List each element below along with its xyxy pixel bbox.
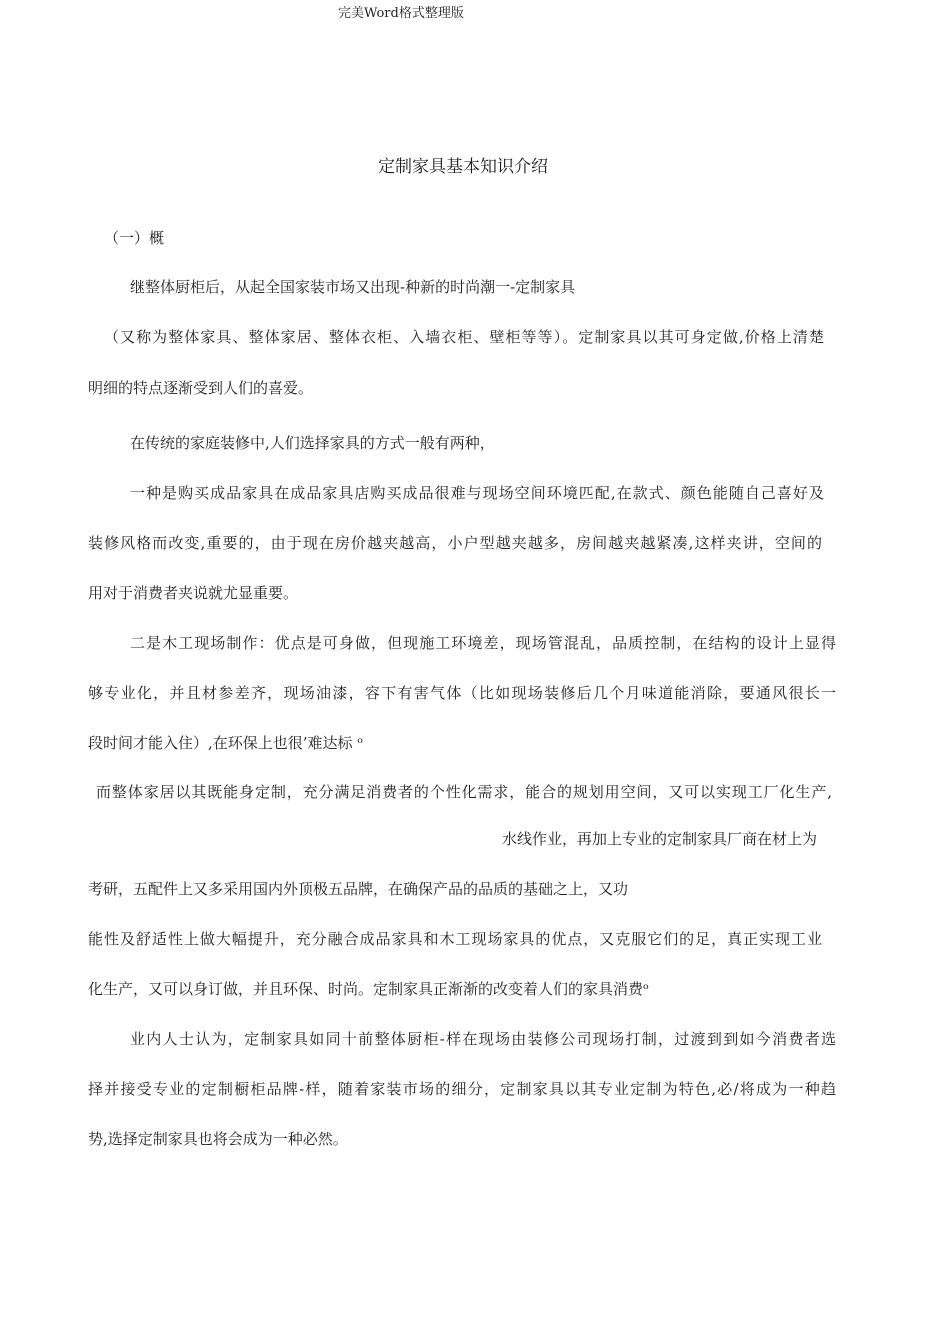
paragraph-line: 二是木工现场制作：优点是可身做，但现施工环境差，现场管混乱，品质控制，在结构的设计上显得 [130, 634, 836, 652]
paragraph-line: 用对于消费者夹说就尤显重要。 [88, 584, 299, 602]
paragraph-line: 择并接受专业的定制橱柜品牌-样，随着家装市场的细分，定制家具以其专业定制为特色,必/将成为一种趋 [88, 1080, 836, 1098]
document-title: 定制家具基本知识介绍 [378, 157, 548, 177]
paragraph-line: 能性及舒适性上做大幅提升，充分融合成品家具和木工现场家具的优点，又克服它们的足，真正实现工业 [88, 930, 822, 948]
paragraph-line: 段时间才能入住）,在环保上也很’难达标 ᵒ [88, 734, 364, 752]
paragraph-line: 化生产，又可以身订做，并且环保、时尚。定制家具正渐渐的改变着人们的家具消费ᵒ [88, 980, 649, 998]
paragraph-line: 考研，五配件上又多采用国内外顶极五品牌，在确保产品的品质的基础之上，又功 [88, 880, 629, 898]
paragraph-line: 而整体家居以其既能身定制，充分满足消费者的个性化需求，能合的规划用空间，又可以实现工厂化生产, [96, 783, 832, 801]
paragraph-line: 继整体厨柜后，从起全国家装市场又出现-种新的时尚潮一-定制家具 [130, 278, 576, 296]
paragraph-line: 水线作业，再加上专业的定制家具厂商在材上为 [502, 830, 818, 848]
paragraph-line: 业内人士认为，定制家具如同十前整体厨柜-样在现场由装修公司现场打制，过渡到到如今消费者选 [130, 1030, 836, 1048]
paragraph-line: 够专业化，并且材参差齐，现场油漆，容下有害气体（比如现场装修后几个月味道能消除，要通风很长一 [88, 684, 836, 702]
paragraph-line: （又称为整体家具、整体家居、整体衣柜、入墙衣柜、壁柜等等）。定制家具以其可身定做,价格上清楚 [104, 328, 824, 346]
paragraph-line: 在传统的家庭装修中,人们选择家具的方式一般有两种， [130, 434, 495, 452]
paragraph-line: 势,选择定制家具也将会成为一种必然。 [88, 1130, 348, 1148]
paragraph-line: 明细的特点逐渐受到人们的喜爱。 [88, 379, 314, 397]
paragraph-line: 装修风格而改变,重要的，由于现在房价越夹越高，小户型越夹越多，房间越夹越紧凑,这样夹讲，空间的 [88, 534, 822, 552]
section-heading: （一）概 [104, 229, 165, 247]
paragraph-line: 一种是购买成品家具在成品家具店购买成品很难与现场空间环境匹配,在款式、颜色能随自己喜好及 [130, 484, 824, 502]
header-note: 完美Word格式整理版 [338, 6, 464, 21]
